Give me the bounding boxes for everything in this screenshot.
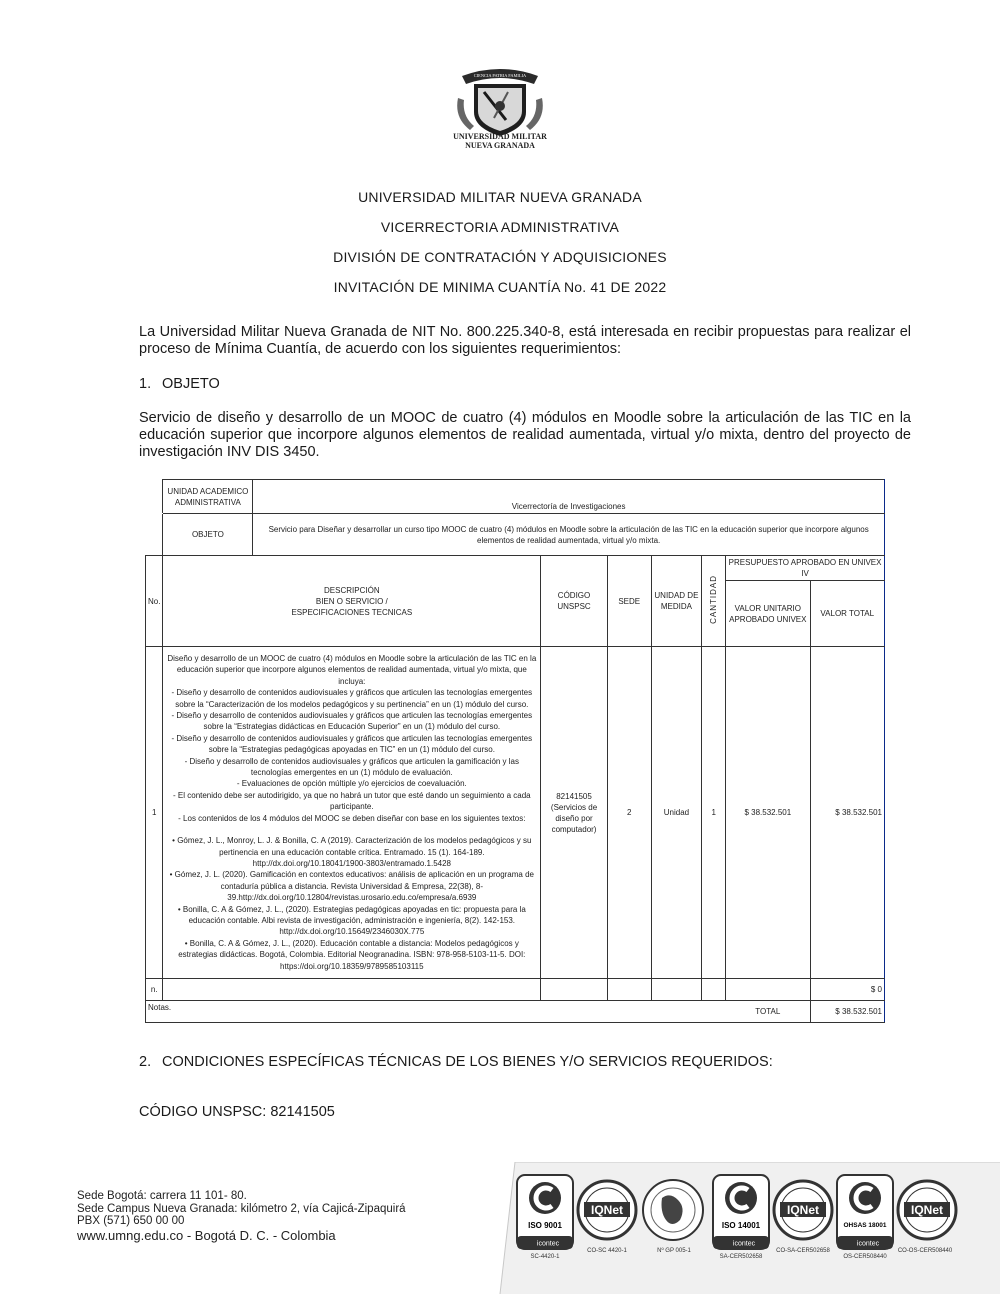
row-1-unidad: Unidad [651, 647, 702, 979]
total-label: TOTAL [726, 1001, 810, 1023]
table-spacer [146, 514, 163, 556]
row-n-cantidad [702, 979, 726, 1001]
document-header [0, 188, 1000, 308]
iqnet-certified-icon [896, 1174, 958, 1248]
row-1-desc-9: • Gómez, J. L., Monroy, L. J. & Bonilla, C. A (2019). Caracterización de los modelos pedagógicos y su pertinencia en una educación contable crítica. Entramado. 15 (1). 164-189. http://dx.doi.org/10.18041/1900-3803/entramado.1.5428 [172, 836, 532, 868]
iqnet-certified-icon [772, 1174, 834, 1248]
cert-5-code: CO-SA-CER502658 [776, 1248, 830, 1254]
row-n-valor-unitario [726, 979, 810, 1001]
row-n-valor-total: $ 0 [810, 979, 885, 1001]
cert-7-badge: IQNet [910, 1203, 944, 1217]
row-1-desc-0: Diseño y desarrollo de un MOOC de cuatro (4) módulos en Moodle sobre la articulación de las TIC en la educación superior que incorpore algunos elementos de realidad aumentada, virtual y/o mixta, que incluya: [167, 654, 537, 686]
header-invitation: INVITACIÓN DE MINIMA CUANTÍA No. 41 DE 2022 [333, 279, 667, 295]
cert-1-badge: ISO 9001 [528, 1221, 562, 1230]
cert-2-code: CO-SC 4420-1 [587, 1248, 627, 1254]
icontec-ohsas18001-icon [836, 1174, 894, 1252]
notas-label: Notas. [146, 1001, 726, 1023]
header-vicerrectoria: VICERRECTORIA ADMINISTRATIVA [380, 219, 620, 235]
objeto-label: OBJETO [163, 514, 253, 556]
total-value: $ 38.532.501 [810, 1001, 885, 1023]
section-1-heading [139, 376, 220, 392]
row-1-desc-blank [165, 824, 538, 835]
requirements-table [145, 479, 885, 1023]
col-header-description-3: ESPECIFICACIONES TECNICAS [291, 607, 413, 617]
row-1-desc-2: - Diseño y desarrollo de contenidos audiovisuales y gráficos que articulen las tecnologías emergentes sobre la “Estrategias didácticas en Educación Superior” en un (1) módulo del curso. [171, 711, 533, 732]
cert-3-code: Nº GP 005-1 [657, 1248, 691, 1254]
header-division: DIVISIÓN DE CONTRATACIÓN Y ADQUISICIONES [333, 249, 667, 265]
row-1-no: 1 [146, 647, 163, 979]
unidad-value: Vicerrectoría de Investigaciones [253, 480, 885, 514]
logo-line-1: UNIVERSIDAD MILITAR [453, 132, 547, 141]
row-1-desc-11: • Bonilla, C. A & Gómez, J. L., (2020). Estrategias pedagógicas apoyadas en tic: propuesta para la educación contable. Albi revista de investigación, administración e ingeniería, 8(2). 142-153. http://dx.doi.org/10.15649/2346030X.775 [177, 904, 526, 937]
row-n-unidad [651, 979, 702, 1001]
row-1-desc-12: • Bonilla, C. A & Gómez, J. L., (2020). Educación contable a distancia: Modelos pedagógicos y estrategias didácticas. Bogotá, Colombia. Editorial Neogranadina. ISBN: 978-958-5103-11-5. DOI: https://doi.org/10.18359/9789585103115 [178, 938, 526, 971]
row-1-unspsc: 82141505 (Servicios de diseño por computador) [541, 647, 608, 979]
cert-6-badge: OHSAS 18001 [843, 1222, 887, 1229]
footer-line-2: Sede Campus Nueva Granada: kilómetro 2, vía Cajicá-Zipaquirá [77, 1202, 406, 1215]
footer-address [77, 1190, 406, 1244]
logo-ribbon-text: CIENCIA PATRIA FAMILIA [473, 73, 527, 78]
cert-1-sub: icontec [536, 1240, 560, 1248]
cert-4-badge: ISO 14001 [721, 1221, 761, 1230]
cert-4-sub: icontec [732, 1240, 756, 1248]
icontec-iso14001-icon [712, 1174, 770, 1252]
col-header-unidad: UNIDAD DE MEDIDA [651, 556, 702, 647]
row-1-desc-6: - El contenido debe ser autodirigido, ya que no habrá un tutor que esté dando un seguimiento a cada participante. [173, 790, 531, 812]
footer-line-1: Sede Bogotá: carrera 11 101- 80. [77, 1190, 247, 1202]
iqnet-certified-icon [576, 1174, 638, 1248]
table-row [146, 1001, 885, 1023]
section-1-number: 1. [139, 376, 152, 392]
col-header-no: No. [146, 556, 163, 647]
cert-2-badge: IQNet [590, 1203, 624, 1217]
col-header-sede: SEDE [607, 556, 651, 647]
row-1-desc-3: - Diseño y desarrollo de contenidos audiovisuales y gráficos que articulen las tecnologías emergentes sobre la “Estrategias pedagógicas apoyadas en TIC” en un (1) módulo del curso. [171, 733, 533, 755]
row-1-desc-4: - Diseño y desarrollo de contenidos audiovisuales y gráficos que articulen la gamificación y las tecnologías emergentes en un (1) módulo de evaluación. [184, 756, 520, 778]
col-header-presupuesto: PRESUPUESTO APROBADO EN UNIVEX IV [726, 556, 885, 581]
ntc-gp1000-seal-icon [640, 1174, 706, 1250]
logo-line-2: NUEVA GRANADA [465, 141, 535, 150]
unidad-label: UNIDAD ACADEMICO ADMINISTRATIVA [163, 480, 253, 514]
section-2-number: 2. [139, 1054, 152, 1070]
row-1-description [163, 647, 541, 979]
footer-line-3: PBX (571) 650 00 00 [77, 1215, 185, 1227]
cert-7-code: CO-OS-CER508440 [897, 1248, 953, 1254]
row-1-valor-total: $ 38.532.501 [810, 647, 885, 979]
section-2-heading [139, 1054, 773, 1070]
icontec-iso9001-icon [516, 1174, 574, 1252]
section-2-title: CONDICIONES ESPECÍFICAS TÉCNICAS DE LOS BIENES Y/O SERVICIOS REQUERIDOS: [162, 1054, 773, 1070]
table-row [146, 647, 885, 979]
cert-5-badge: IQNet [786, 1203, 820, 1217]
row-1-desc-1: - Diseño y desarrollo de contenidos audiovisuales y gráficos que articulen las tecnologías emergentes sobre la “Caracterización de los modelos pedagógicos y su pertinencia” en un (1) módulo del curso. [171, 688, 533, 709]
row-1-cantidad: 1 [702, 647, 726, 979]
row-1-valor-unitario: $ 38.532.501 [726, 647, 810, 979]
col-header-valor-total: VALOR TOTAL [810, 581, 885, 647]
row-1-desc-7: - Los contenidos de los 4 módulos del MOOC se deben diseñar con base en los siguientes textos: [178, 813, 526, 823]
row-1-desc-10: • Gómez, J. L. (2020). Gamificación en contextos educativos: análisis de aplicación en un programa de contaduría pública a distancia. Revista Universidad & Empresa, 22(38), 8-39.http://dx.doi.org/10.12804/revistas.urosario.edu.co/empresa/a.6939 [169, 870, 534, 903]
cert-6-sub: icontec [856, 1240, 880, 1248]
header-university: UNIVERSIDAD MILITAR NUEVA GRANADA [358, 189, 642, 205]
col-header-description-2: BIEN O SERVICIO / [315, 596, 388, 606]
col-header-cantidad [702, 556, 726, 647]
row-1-sede: 2 [607, 647, 651, 979]
objeto-value: Servicio para Diseñar y desarrollar un curso tipo MOOC de cuatro (4) módulos en Moodle sobre la articulación de las TIC en la educación superior que incorpore algunos elementos de realidad aumentada, virtual y/o mixta. [253, 514, 885, 556]
row-n-description [163, 979, 541, 1001]
row-n-sede [607, 979, 651, 1001]
unspsc-code-line: CÓDIGO UNSPSC: 82141505 [139, 1104, 335, 1120]
table-row [146, 979, 885, 1001]
row-n-unspsc [541, 979, 608, 1001]
cert-4-code: SA-CER502658 [719, 1254, 763, 1260]
objeto-paragraph: Servicio de diseño y desarrollo de un MOOC de cuatro (4) módulos en Moodle sobre la articulación de las TIC en la educación superior que incorpore algunos elementos de realidad aumentada, virtual y/o mixta, dentro del proyecto de investigación INV DIS 3450. [139, 410, 911, 460]
col-header-description-1: DESCRIPCIÓN [324, 585, 380, 595]
col-header-valor-unitario: VALOR UNITARIO APROBADO UNIVEX [726, 581, 810, 647]
row-n-no: n. [146, 979, 163, 1001]
col-header-cantidad-text: CANTIDAD [709, 575, 719, 624]
intro-paragraph: La Universidad Militar Nueva Granada de NIT No. 800.225.340-8, está interesada en recibir propuestas para realizar el proceso de Mínima Cuantía, de acuerdo con los siguientes requerimientos: [139, 324, 911, 357]
footer-website: www.umng.edu.co - Bogotá D. C. - Colombia [77, 1227, 336, 1243]
col-header-unspsc: CÓDIGO UNSPSC [541, 556, 608, 647]
cert-1-code: SC-4420-1 [530, 1254, 560, 1260]
cert-6-code: OS-CER508440 [843, 1254, 887, 1260]
table-spacer [146, 480, 163, 514]
logo-wordmark [448, 132, 552, 150]
col-header-description [163, 556, 541, 647]
section-1-title: OBJETO [162, 376, 220, 392]
row-1-desc-5: - Evaluaciones de opción múltiple y/o ejercicios de coevaluación. [236, 779, 467, 789]
